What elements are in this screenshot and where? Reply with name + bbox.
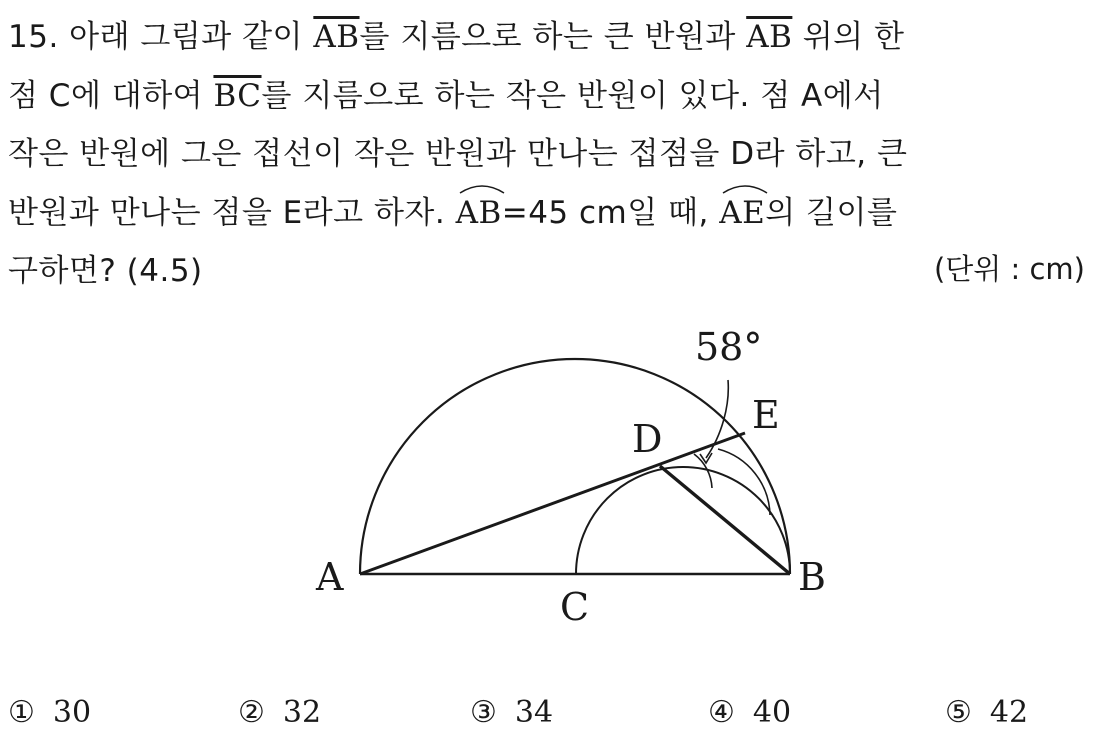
- arc-symbol-icon: [721, 182, 769, 194]
- segment-notation: $\overline{BC}$: [213, 77, 262, 114]
- point-label-D: D: [632, 417, 663, 461]
- choice-5[interactable]: [945, 695, 1028, 730]
- problem-text-fragment: 작은 반원에 그은 접선이 작은 반원과 만나는 접점을 D라 하고, 큰: [8, 136, 908, 172]
- problem-text-fragment: 위의 한: [792, 19, 905, 55]
- choice-number: ③: [470, 695, 497, 730]
- point-label-A: A: [316, 555, 344, 599]
- choice-1[interactable]: [8, 695, 91, 730]
- choice-value: 32: [282, 695, 322, 730]
- problem-text-fragment: =45 cm일 때,: [501, 194, 720, 231]
- segment-notation: $\overline{AB}$: [313, 19, 360, 55]
- choice-value: 40: [752, 695, 792, 730]
- problem-text-fragment: 15. 아래 그림과 같이: [8, 19, 314, 55]
- choice-value: 34: [514, 695, 554, 730]
- tangent-line-AE: [360, 433, 745, 574]
- choice-3[interactable]: [470, 695, 553, 730]
- segment-notation: $\overline{AB}$: [746, 19, 793, 55]
- point-label-C: C: [560, 585, 590, 629]
- problem-line: [8, 8, 1100, 67]
- choice-number: ④: [708, 695, 735, 730]
- arc-notation: AB: [456, 184, 502, 243]
- problem-text-fragment: 점 C에 대하여: [8, 77, 214, 114]
- problem-text-fragment: 반원과 만나는 점을 E라고 하자.: [8, 194, 456, 231]
- problem-line: [8, 184, 1100, 243]
- choice-4[interactable]: [708, 695, 791, 730]
- choice-2[interactable]: [238, 695, 321, 730]
- large-semicircle: [360, 359, 790, 574]
- problem-line: [8, 125, 1100, 184]
- choice-value: 30: [52, 695, 92, 730]
- choice-number: ②: [238, 695, 265, 730]
- problem-text-fragment: 의 길이를: [765, 194, 898, 231]
- angle-label: 58°: [695, 325, 763, 369]
- problem-text-fragment: 를 지름으로 하는 큰 반원과: [359, 19, 747, 55]
- arc-symbol-icon: [458, 182, 506, 194]
- point-label-B: B: [798, 555, 826, 599]
- angle-mark-arc-outer: [718, 449, 770, 515]
- problem-text-fragment: 구하면? (4.5): [8, 253, 203, 289]
- problem-text-fragment: 를 지름으로 하는 작은 반원이 있다. 점 A에서: [261, 77, 884, 114]
- choice-number: ⑤: [945, 695, 972, 730]
- geometry-figure: [0, 300, 1107, 660]
- choice-value: 42: [989, 695, 1029, 730]
- arc-notation: AE: [719, 184, 765, 243]
- problem-line: [8, 67, 1100, 126]
- choice-number: ①: [8, 695, 35, 730]
- answer-choices: [0, 695, 1107, 745]
- unit-note: (단위 : cm): [933, 252, 1085, 286]
- point-label-E: E: [752, 393, 780, 437]
